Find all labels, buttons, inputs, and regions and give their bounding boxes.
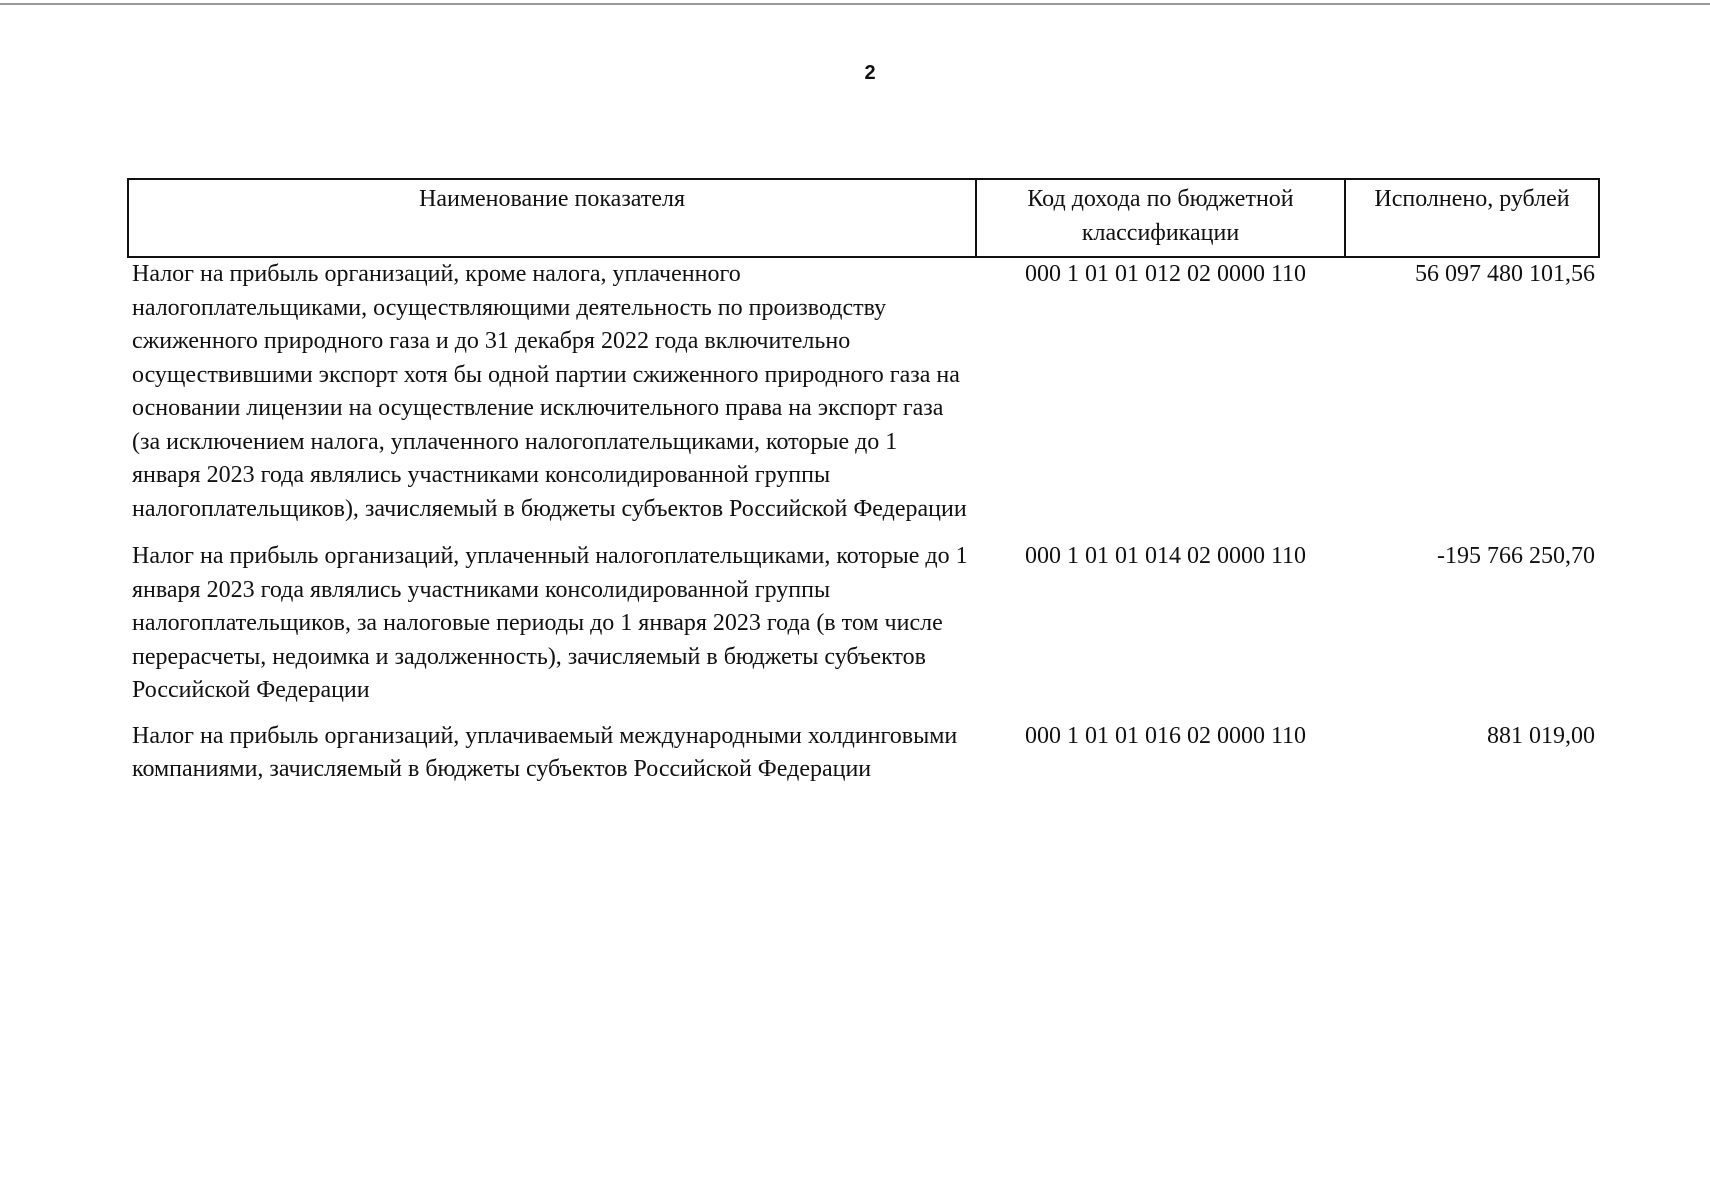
header-indicator-name: Наименование показателя [128, 179, 976, 257]
row-executed-amount: -195 766 250,70 [1437, 543, 1595, 569]
scan-top-edge-line [0, 3, 1710, 5]
revenue-table [127, 178, 1600, 787]
table-body [128, 257, 1599, 787]
header-revenue-code: Код дохода по бюджетной классификации [976, 179, 1345, 257]
table-header-row [128, 179, 1599, 257]
row-revenue-code: 000 1 01 01 014 02 0000 110 [1024, 543, 1307, 569]
page-number: 2 [864, 62, 876, 84]
row-executed-amount: 881 019,00 [1487, 722, 1595, 749]
row-executed-amount: 56 097 480 101,56 [1415, 261, 1595, 287]
row-indicator-name: Налог на прибыль организаций, уплаченный налогоплательщиками, которые до 1 января 2023 года являлись участниками консолидированной группы налогоплательщиков, за налоговые периоды до 1 января 2023 года (в том числе перерасчеты, недоимка и задолженность), зачисляемый в бюджеты субъектов Российской Федерации [132, 543, 968, 703]
row-indicator-name: Налог на прибыль организаций, уплачиваемый международными холдинговыми компаниями, зачисляемый в бюджеты субъектов Российской Федерации [132, 722, 958, 782]
table-row [128, 257, 1599, 540]
table-row [128, 720, 1599, 787]
row-indicator-name: Налог на прибыль организаций, кроме налога, уплаченного налогоплательщиками, осуществляющими деятельность по производству сжиженного природного газа и до 31 декабря 2022 года включительно осуществившими экспорт хотя бы одной партии сжиженного природного газа на основании лицензии на осуществление исключительного права на экспорт газа (за исключением налога, уплаченного налогоплательщиками, которые до 1 января 2023 года являлись участниками консолидированной группы налогоплательщиков), зачисляемый в бюджеты субъектов Российской Федерации [132, 261, 967, 522]
table-row [128, 540, 1599, 720]
row-revenue-code: 000 1 01 01 012 02 0000 110 [1024, 261, 1307, 287]
table-header [128, 179, 1599, 257]
row-revenue-code: 000 1 01 01 016 02 0000 110 [1024, 722, 1307, 749]
header-executed-amount: Исполнено, рублей [1345, 179, 1599, 257]
